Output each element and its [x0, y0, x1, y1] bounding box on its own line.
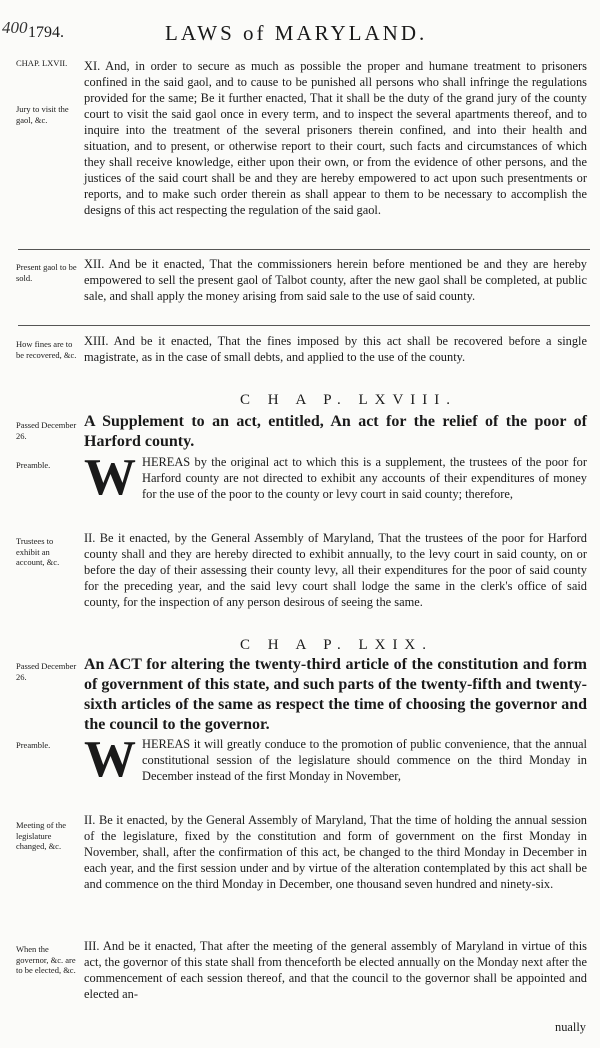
- chapter-68-heading: C H A P. LXVIII.: [240, 392, 458, 408]
- preamble-69: [84, 731, 587, 788]
- section-69-3: III. And be it enacted, That after the meeting of the general assembly of Maryland in virtue of this act, the governor of this state shall from thenceforth be elected annually on the Monday next after the commencement of each session thereof, and that the council to the governor shall be appointed and elected an-: [84, 939, 587, 1001]
- divider: [18, 325, 590, 326]
- running-title: LAWS of MARYLAND.: [165, 21, 428, 45]
- margin-note-preamble-68: Preamble.: [16, 460, 51, 470]
- section-12: XII. And be it enacted, That the commissioners herein before mentioned be and they are hereby empowered to sell the present gaol of Talbot county, after the new gaol shall be completed, at public sale, and shall apply the money arising from said sale to the use of said county.: [84, 257, 587, 303]
- margin-note-fines: How fines are to be recovered, &c.: [16, 339, 77, 360]
- divider: [18, 249, 590, 250]
- preamble-68-text: HEREAS by the original act to which this is a supplement, the trustees of the poor for Harford county are not directed to exhibit any accounts of their expenditures of money for the use of the poor to the county or levy court in said county; therefore,: [142, 455, 587, 501]
- chapter-68-title: A Supplement to an act, entitled, An act for the relief of the poor of Harford county.: [84, 413, 587, 450]
- margin-note-gaol-sold: Present gaol to be sold.: [16, 262, 77, 283]
- margin-note-chap-67: CHAP. LXVII.: [16, 58, 68, 68]
- handwritten-page-number: 400: [2, 18, 28, 37]
- drop-cap: W: [84, 731, 136, 788]
- margin-note-passed-68: Passed December 26.: [16, 420, 77, 441]
- chapter-69-heading: C H A P. LXIX.: [240, 637, 434, 653]
- section-68-2: II. Be it enacted, by the General Assembly of Maryland, That the trustees of the poor for Harford county shall and they are hereby directed to exhibit annually, to the levy court in said county, on or before the day of their assessing their county levy, all their expenditures for the poor of said county for the preceding year, and the said levy court shall lodge the same in the clerk's office of said county, for the inspection of any person desirous of seeing the same.: [84, 531, 587, 609]
- preamble-69-text: HEREAS it will greatly conduce to the promotion of public convenience, that the annual constitutional session of the legislature should commence on the third Monday in December instead of the first Monday in November,: [142, 737, 587, 783]
- chapter-69-title: An ACT for altering the twenty-third article of the constitution and form of government of this state, and such parts of the twenty-fifth and twenty-sixth articles of the same as respect the time of choosing the governor and the council to the governor.: [84, 656, 587, 733]
- margin-note-passed-69: Passed December 26.: [16, 661, 77, 682]
- margin-note-preamble-69: Preamble.: [16, 740, 51, 750]
- preamble-68: [84, 449, 587, 506]
- margin-note-governor: When the governor, &c. are to be elected, &c.: [16, 944, 76, 975]
- year: 1794.: [28, 24, 64, 41]
- margin-note-trustees: Trustees to exhibit an account, &c.: [16, 536, 60, 567]
- catchword: nually: [555, 1020, 586, 1034]
- drop-cap: W: [84, 449, 136, 506]
- page-header: [0, 20, 600, 50]
- section-13: XIII. And be it enacted, That the fines imposed by this act shall be recovered before a single magistrate, as in the case of small debts, and applied to the use of the county.: [84, 334, 587, 364]
- section-69-2: II. Be it enacted, by the General Assembly of Maryland, That the time of holding the annual session of the legislature, fixed by the constitution and form of government on the first Monday in November, shall, after the confirmation of this act, be changed to the third Monday in December in each year, and the first session under and by virtue of the alteration contemplated by this act shall be and commence on the third Monday in December, one thousand seven hundred and ninety-six.: [84, 813, 587, 891]
- margin-note-jury: Jury to visit the gaol, &c.: [16, 104, 69, 125]
- section-11: XI. And, in order to secure as much as possible the proper and humane treatment to prisoners confined in the said gaol, and to cause to be punished all persons who shall infringe the regulations provided for the same; Be it further enacted, That it shall be the duty of the grand jury of the county court to visit the said gaol once in every term, and to inspect the several apartments thereof, and to inquire into the treatment of the several prisoners therein confined, and into their health and situation, and to present, or otherwise report to their court, such facts and circumstances of which they shall receive knowledge, either upon their own, or from the evidence of other persons, and the justices of the said court shall be and they are hereby empowered to act upon such presentments or reports, and to make such order therein as shall appear to them to be necessary to accomplish the designs of this act respecting the regulation of the said gaol.: [84, 59, 587, 217]
- margin-note-legislature: Meeting of the legislature changed, &c.: [16, 820, 67, 851]
